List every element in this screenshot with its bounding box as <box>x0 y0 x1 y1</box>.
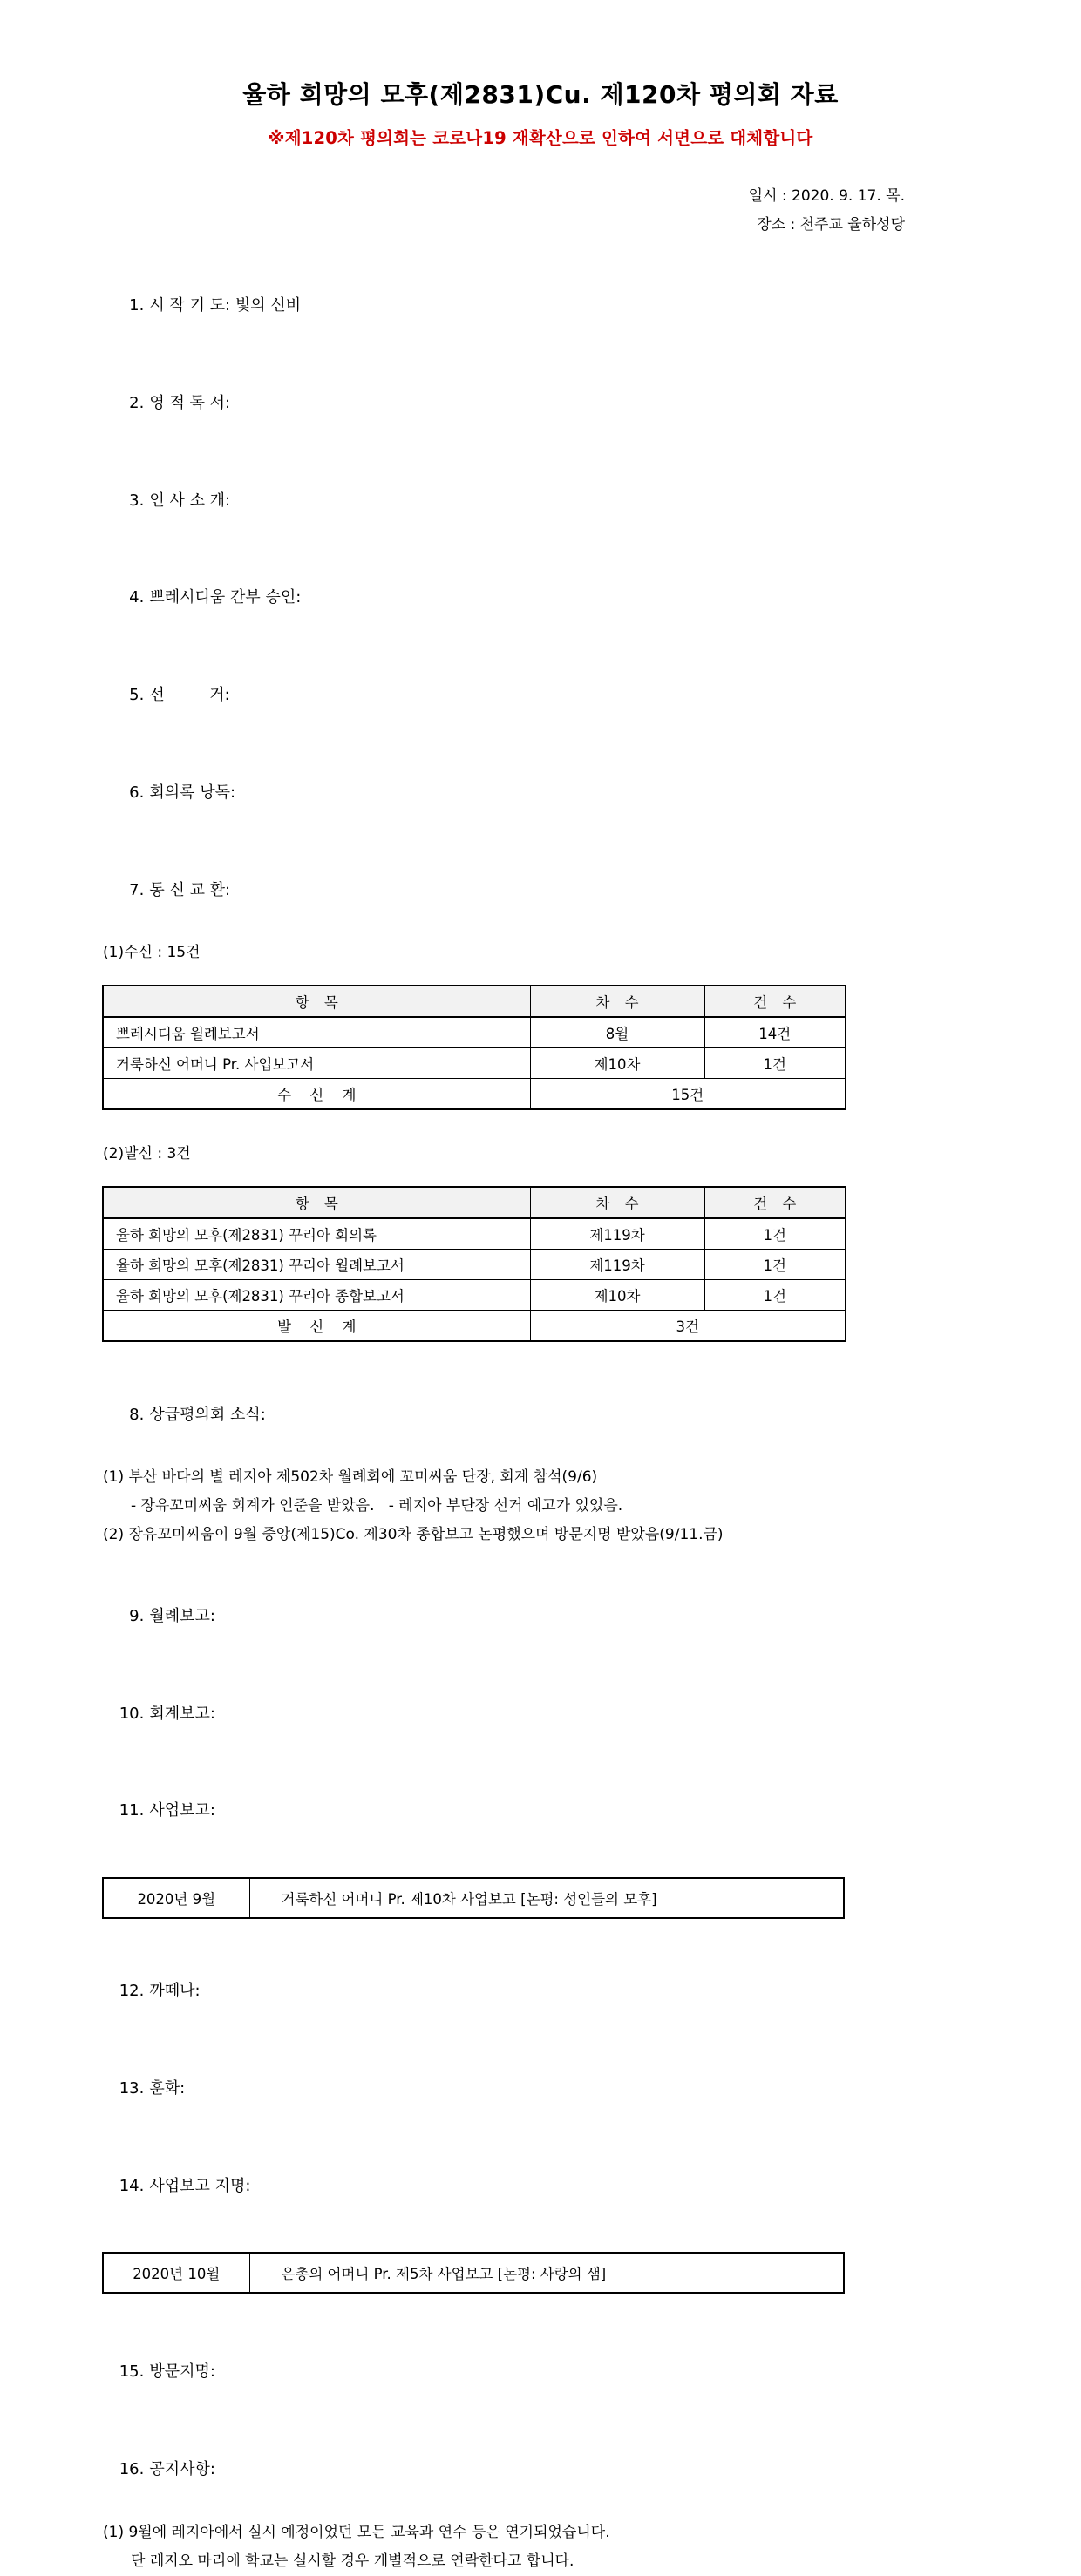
column-header-item: 항 목 <box>103 986 530 1017</box>
agenda-label: 방문지명: <box>149 2362 215 2382</box>
agenda-item-13 <box>0 2040 1081 2138</box>
agenda-item-10 <box>0 1664 1081 1762</box>
table-row <box>103 2253 844 2293</box>
agenda-label: 공지사항: <box>149 2460 215 2479</box>
agenda-number: 6. <box>129 783 145 802</box>
summary-label: 발 신 계 <box>103 1311 530 1342</box>
summary-value: 15건 <box>530 1079 846 1110</box>
agenda-item-3 <box>0 451 1081 549</box>
agenda-list-continued-3 <box>0 1942 1081 2234</box>
table-body <box>103 2253 844 2293</box>
spacer <box>0 1919 1081 1942</box>
agenda-list <box>0 240 1081 939</box>
work-report-box-wrap <box>0 1877 1081 1919</box>
agenda-number: 10. <box>119 1704 145 1723</box>
agenda-item-5 <box>0 647 1081 744</box>
table-row <box>103 1218 846 1250</box>
table-header-row <box>103 986 846 1017</box>
table-summary-row <box>103 1311 846 1342</box>
cell-count: 14건 <box>704 1017 846 1048</box>
agenda-item-1 <box>0 257 1081 355</box>
agenda-item-12 <box>0 1942 1081 2040</box>
notice-line-2: 단 레지오 마리애 학교는 실시할 경우 개별적으로 연락한다고 합니다. <box>131 2552 574 2570</box>
agenda-item-6 <box>0 744 1081 842</box>
cell-item: 거룩하신 어머니 Pr. 사업보고서 <box>103 1048 530 1079</box>
cell-count: 1건 <box>704 1218 846 1250</box>
spacer <box>0 2294 1081 2323</box>
page-subtitle-notice: ※제120차 평의회는 코로나19 재확산으로 인하여 서면으로 대체합니다 <box>268 127 813 148</box>
sent-table <box>102 1186 846 1342</box>
agenda-item-9 <box>0 1568 1081 1665</box>
upper-council-news-line-1: (1) 부산 바다의 별 레지아 제502차 월례회에 꼬미씨움 단장, 회계 참석(9/6) <box>103 1468 598 1487</box>
cell-count: 1건 <box>704 1048 846 1079</box>
agenda-list-continued <box>0 1366 1081 1463</box>
cell-num: 8월 <box>530 1017 704 1048</box>
table-row <box>103 1878 844 1918</box>
agenda-number: 4. <box>129 588 145 607</box>
spacer <box>0 1860 1081 1877</box>
agenda-item-14 <box>0 2137 1081 2234</box>
report-text: 거룩하신 어머니 Pr. 제10차 사업보고 [논평: 성인들의 모후] <box>249 1878 844 1918</box>
agenda-number: 13. <box>119 2078 145 2098</box>
agenda-label: 훈화: <box>149 2078 186 2098</box>
column-header-item: 항 목 <box>103 1187 530 1218</box>
notice-line-1: (1) 9월에 레지아에서 실시 예정이었던 모든 교육과 연수 등은 연기되었습니다. <box>103 2523 610 2541</box>
column-header-count: 건 수 <box>704 986 846 1017</box>
table-body <box>103 1878 844 1918</box>
cell-num: 제10차 <box>530 1048 704 1079</box>
spacer <box>0 2234 1081 2252</box>
agenda-number: 1. <box>129 296 145 315</box>
agenda-label: 까떼나: <box>149 1982 201 2001</box>
table-body <box>103 1017 846 1109</box>
agenda-item-2 <box>0 355 1081 452</box>
cell-num: 제119차 <box>530 1250 704 1280</box>
received-table-wrap <box>0 985 1081 1110</box>
agenda-number: 2. <box>129 393 145 412</box>
agenda-number: 9. <box>129 1606 145 1625</box>
column-header-num: 차 수 <box>530 986 704 1017</box>
page-title: 율하 희망의 모후(제2831)Cu. 제120차 평의회 자료 <box>242 80 839 109</box>
spacer <box>0 1169 1081 1186</box>
meta-block <box>0 149 1081 240</box>
table-head <box>103 986 846 1017</box>
agenda-number: 12. <box>119 1982 145 2001</box>
agenda-label: 선 거: <box>149 686 230 705</box>
agenda-label: 시 작 기 도: <box>149 296 231 315</box>
agenda-number: 11. <box>119 1801 145 1820</box>
agenda-list-continued-2 <box>0 1568 1081 1860</box>
agenda-label: 월례보고: <box>149 1606 215 1625</box>
agenda-item-8 <box>0 1366 1081 1463</box>
spacer <box>0 1550 1081 1568</box>
table-header-row <box>103 1187 846 1218</box>
agenda-label: 통 신 교 환: <box>149 880 231 899</box>
agenda-number: 14. <box>119 2176 145 2195</box>
column-header-num: 차 수 <box>530 1187 704 1218</box>
table-body <box>103 1218 846 1341</box>
spacer <box>0 967 1081 985</box>
agenda-number: 16. <box>119 2460 145 2479</box>
column-header-count: 건 수 <box>704 1187 846 1218</box>
agenda-label: 쁘레시디움 간부 승인: <box>149 588 302 607</box>
report-month: 2020년 10월 <box>103 2253 249 2293</box>
report-text: 은총의 어머니 Pr. 제5차 사업보고 [논평: 사랑의 샘] <box>249 2253 844 2293</box>
agenda-number: 8. <box>129 1405 145 1424</box>
received-caption: (1)수신 : 15건 <box>103 944 201 962</box>
upper-council-news-line-3: (2) 장유꼬미씨움이 9월 중앙(제15)Co. 제30차 종합보고 논평했으며 방문지명 받았음(9/11.금) <box>103 1526 724 1544</box>
meeting-place: 장소 : 천주교 율하성당 <box>757 215 905 234</box>
agenda-label: 회의록 낭독: <box>149 783 236 802</box>
agenda-label: 상급평의회 소식: <box>149 1405 266 1424</box>
table-row <box>103 1280 846 1311</box>
work-report-assign-box-wrap <box>0 2252 1081 2294</box>
report-month: 2020년 9월 <box>103 1878 249 1918</box>
spacer <box>0 1110 1081 1140</box>
cell-count: 1건 <box>704 1250 846 1280</box>
cell-item: 율하 희망의 모후(제2831) 꾸리아 종합보고서 <box>103 1280 530 1311</box>
cell-item: 율하 희망의 모후(제2831) 꾸리아 월례보고서 <box>103 1250 530 1280</box>
agenda-label: 인 사 소 개: <box>149 491 231 510</box>
agenda-item-16 <box>0 2421 1081 2518</box>
cell-count: 1건 <box>704 1280 846 1311</box>
received-table <box>102 985 846 1110</box>
agenda-number: 5. <box>129 686 145 705</box>
agenda-number: 15. <box>119 2362 145 2382</box>
agenda-label: 회계보고: <box>149 1704 215 1723</box>
agenda-number: 3. <box>129 491 145 510</box>
table-row <box>103 1017 846 1048</box>
upper-council-news-line-2: - 장유꼬미씨움 회계가 인준을 받았음. - 레지아 부단장 선거 예고가 있었음. <box>131 1497 623 1515</box>
agenda-item-4 <box>0 549 1081 647</box>
cell-item: 쁘레시디움 월례보고서 <box>103 1017 530 1048</box>
spacer <box>0 1342 1081 1366</box>
work-report-box <box>102 1877 845 1919</box>
agenda-item-11 <box>0 1762 1081 1860</box>
table-row <box>103 1048 846 1079</box>
table-row <box>103 1250 846 1280</box>
table-head <box>103 1187 846 1218</box>
summary-value: 3건 <box>530 1311 846 1342</box>
meeting-date: 일시 : 2020. 9. 17. 목. <box>748 186 905 205</box>
cell-item: 율하 희망의 모후(제2831) 꾸리아 회의록 <box>103 1218 530 1250</box>
table-summary-row <box>103 1079 846 1110</box>
cell-num: 제10차 <box>530 1280 704 1311</box>
agenda-item-15 <box>0 2323 1081 2421</box>
summary-label: 수 신 계 <box>103 1079 530 1110</box>
cell-num: 제119차 <box>530 1218 704 1250</box>
agenda-item-7 <box>0 841 1081 939</box>
agenda-value: 빛의 신비 <box>235 296 302 315</box>
agenda-label: 영 적 독 서: <box>149 393 231 412</box>
sent-caption: (2)발신 : 3건 <box>103 1145 191 1163</box>
agenda-list-continued-4 <box>0 2323 1081 2518</box>
agenda-label: 사업보고: <box>149 1801 215 1820</box>
agenda-number: 7. <box>129 880 145 899</box>
sent-table-wrap <box>0 1186 1081 1342</box>
agenda-label: 사업보고 지명: <box>149 2176 251 2195</box>
work-report-assign-box <box>102 2252 845 2294</box>
